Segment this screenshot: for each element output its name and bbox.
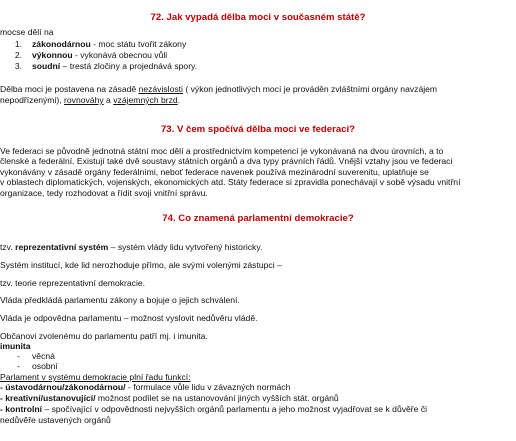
heading-73: 73. V čem spočívá dělba moci ve federaci? [160,124,356,135]
paragraph-line: v oblastech diplomatických, vojenských, ekonomických atd. Státy federace si zpravidla ponechávají v sobě výsadu vnitřní [0,177,461,188]
function-line-cont: nedůvěře ustavených orgánů [0,415,111,425]
link-rovnovahy: rovnováhy [64,95,104,105]
immunity-type: věcná [32,351,55,361]
responsibility-line: Vláda je odpovědna parlamentu – možnost vyslovit nedůvěru vládě. [0,313,258,323]
power-name: soudní [32,61,61,71]
function-line [0,382,290,392]
paragraph-line: členské a federální. Existují také dvě soustavy státních orgánů a dva typy právních řádů. Vnější vztahy jsou ve federaci [0,156,453,167]
immunity-type: osobní [32,361,58,371]
government-line: Vláda předkládá parlamentu zákony a bojuje o jejich schválení. [0,295,240,305]
function-name: - kreativní/ustanovující/ [0,393,96,403]
system-line: Systém institucí, kde lid nerozhoduje přímo, ale svými volenými zástupci – [0,260,282,270]
immunity-line: Občanovi zvolenému do parlamentu patří mj. i imunita. [0,331,208,341]
paragraph-text: . [177,95,181,105]
paragraph-text: a [103,95,114,105]
list-item [0,61,197,71]
list-number: 3. [14,61,22,71]
paragraph-line: organizace, tedy rozhodovat a řídit svoji vnitřní správu. [0,187,208,198]
functions-heading: Parlament v systému demokracie plní řadu funkcí: [0,372,191,382]
paragraph-line: vykonávány v zásadě orgány federálními, neboť federace navenek používá mezinárodní suverenitu, uplatňuje se [0,166,429,177]
power-name: výkonnou [32,50,73,60]
federation-paragraph [0,146,512,198]
function-desc: - formulace vůle lidu v závazných normách [125,382,291,392]
list-item [0,39,186,49]
rep-system-line [0,242,262,252]
separation-paragraph-line1 [0,84,437,94]
power-desc: - vykonává obecnou vůli [72,50,168,60]
function-desc: – spočívající v odpovědnosti nejvyšších orgánů parlamentu a jeho možnost vyjadřovat se k důvěře či [42,404,428,414]
power-desc: - moc státu tvořit zákony [90,39,187,49]
line-text: tzv. [0,242,16,252]
paragraph-text: ( výkon jednotlivých mocí je prováděn zvláštními orgány navzájem [182,84,438,94]
list-item [0,361,58,371]
separation-paragraph-line2 [0,95,180,105]
theory-line: tzv. teorie reprezentativní demokracie. [0,278,146,288]
power-desc: – trestá zločiny a projednává spory. [60,61,198,71]
function-desc: možnost podílet se na ustanovování jiných vyšších stát. orgánů [95,393,339,403]
heading-72: 72. Jak vypadá dělba moci v současném státě? [150,12,366,23]
list-number: 2. [14,50,22,60]
paragraph-text: Dělba moci je postavena na zásadě [0,84,139,94]
link-nezavislosti: nezávislosti [138,84,183,94]
function-line [0,404,427,414]
paragraph-text: nepodřízenými), [0,95,65,105]
paragraph-line: Ve federaci se původně jednotná státní moc dělí a prostřednictvím kompetencí je vykonávaná na dvou úrovních, a to [0,146,444,156]
list-item [0,50,167,60]
dash-bullet: - [17,351,20,361]
function-name: - kontrolní [0,404,43,414]
term-bold: reprezentativní systém [15,242,109,252]
intro-text: mocse dělí na [0,27,54,37]
list-number: 1. [14,39,22,49]
heading-74: 74. Co znamená parlamentní demokracie? [162,213,354,224]
function-name: - ústavodárnou/zákonodárnou/ [0,382,126,392]
list-item [0,351,55,361]
link-vzajemnych-brzd: vzájemných brzd [113,95,178,105]
dash-bullet: - [17,361,20,371]
immunity-heading: imunita [0,341,31,351]
function-line [0,393,339,403]
line-text: – systém vlády lidu vytvořený historicky. [108,242,263,252]
power-name: zákonodárnou [32,39,91,49]
